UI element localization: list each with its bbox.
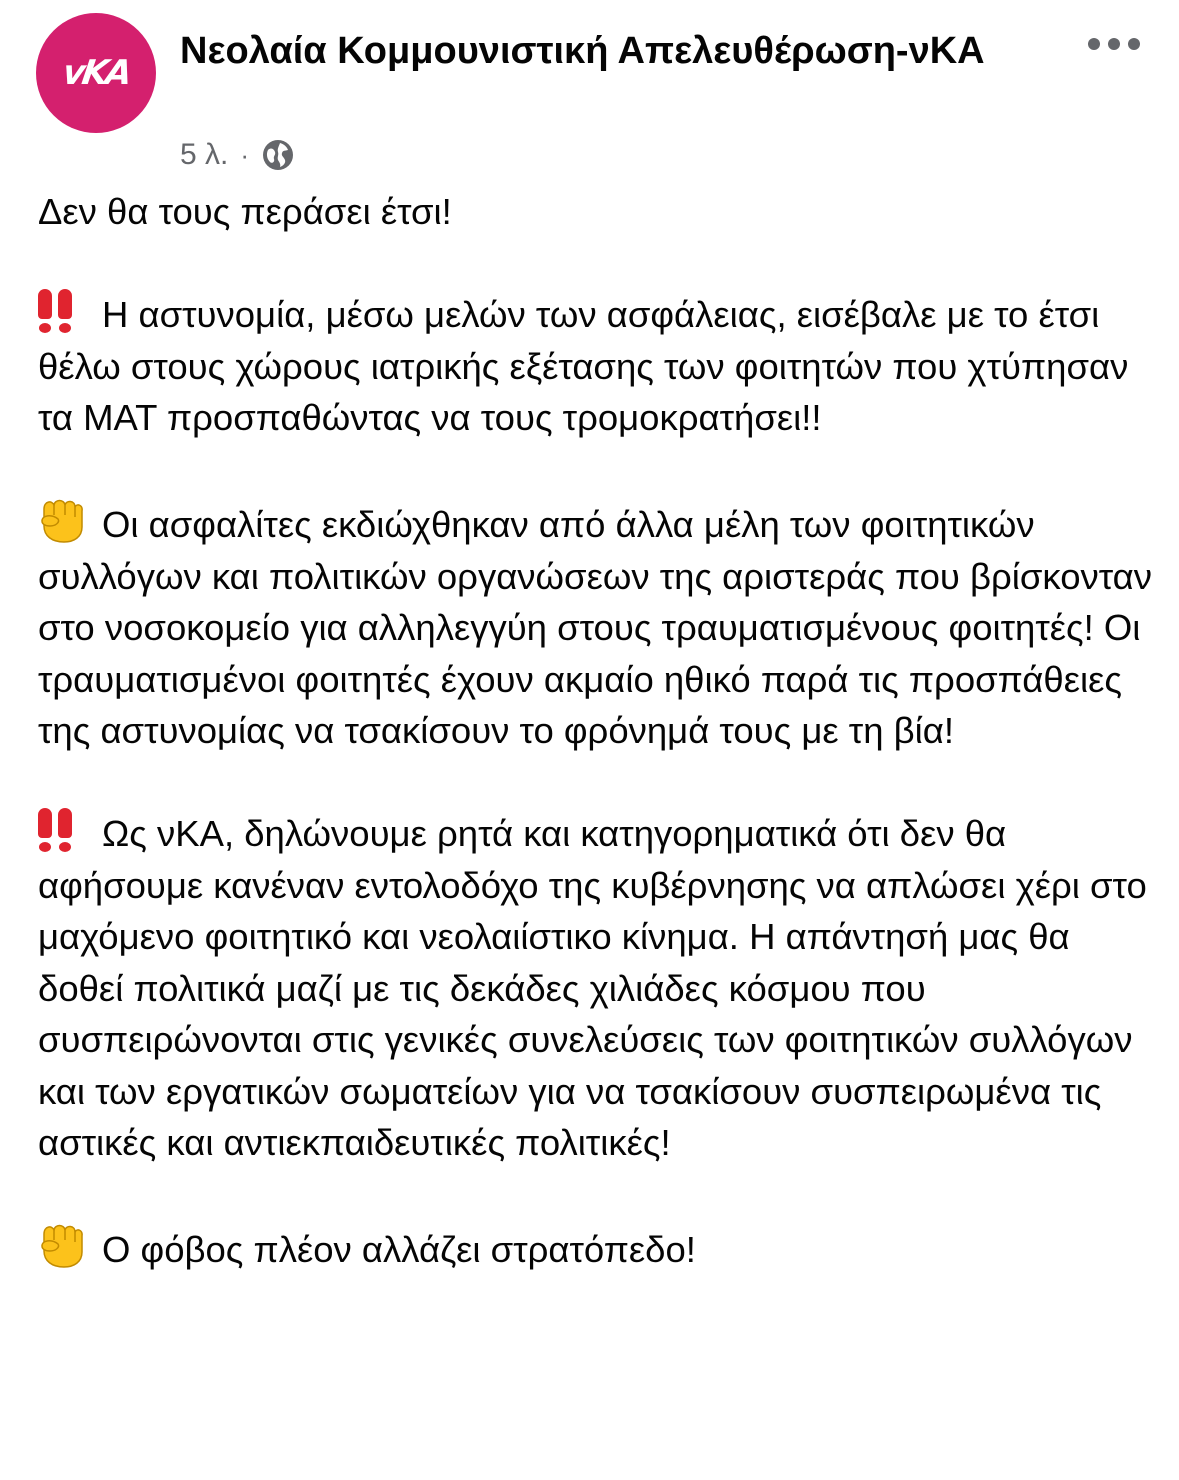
- post-paragraph: Ως νΚΑ, δηλώνουμε ρητά και κατηγορηματικά ότι δεν θα αφήσουμε κανέναν εντολοδόχο της κυβέρνησης να απλώσει χέρι στο μαχόμενο φοιτητικό και νεολαιίστικο κίνημα. Η απάντησή μας θα δοθεί πολιτικά μαζί με τις δεκάδες χιλιάδες κόσμου που συσπειρώνονται στις γενικές συνελεύσεις των φοιτητικών συλλόγων και των εργατικών σωματείων για να τσακίσουν συσπειρωμένα τις αστικές και αντιεκπαιδευτικές πολιτικές!: [38, 808, 1158, 1169]
- more-options-icon[interactable]: [1088, 36, 1140, 52]
- post-timestamp[interactable]: 5 λ.: [180, 138, 229, 171]
- page-name-link[interactable]: Νεολαία Κομμουνιστική Απελευθέρωση-νΚΑ: [180, 30, 985, 72]
- raised-fist-icon: [38, 1220, 86, 1264]
- post-paragraph: Η αστυνομία, μέσω μελών των ασφάλειας, εισέβαλε με το έτσι θέλω στους χώρους ιατρικής εξέτασης των φοιτητών που χτύπησαν τα ΜΑΤ προσπαθώντας να τους τρομοκρατήσει!!: [38, 289, 1158, 444]
- avatar-logo: vKA: [60, 53, 132, 93]
- post-meta: [180, 133, 295, 177]
- post-paragraph: Δεν θα τους περάσει έτσι!: [38, 191, 452, 232]
- post-paragraph: Ο φόβος πλέον αλλάζει στρατόπεδο!: [38, 1220, 1158, 1276]
- page-avatar[interactable]: [36, 13, 156, 133]
- post-paragraph: Οι ασφαλίτες εκδιώχθηκαν από άλλα μέλη των φοιτητικών συλλόγων και πολιτικών οργανώσεων της αριστεράς που βρίσκονταν στο νοσοκομείο για αλληλεγγύη στους τραυματισμένους φοιτητές! Οι τραυματισμένοι φοιτητές έχουν ακμαίο ηθικό παρά τις προσπάθειες της αστυνομίας να τσακίσουν το φρόνημά τους με τη βία!: [38, 495, 1158, 757]
- raised-fist-icon: [38, 495, 86, 539]
- double-exclamation-icon: [38, 808, 86, 852]
- globe-icon[interactable]: [261, 138, 295, 172]
- post-header: [0, 0, 1179, 180]
- double-exclamation-icon: [38, 289, 86, 333]
- post-body: [38, 186, 1158, 1276]
- meta-separator: ·: [240, 139, 250, 170]
